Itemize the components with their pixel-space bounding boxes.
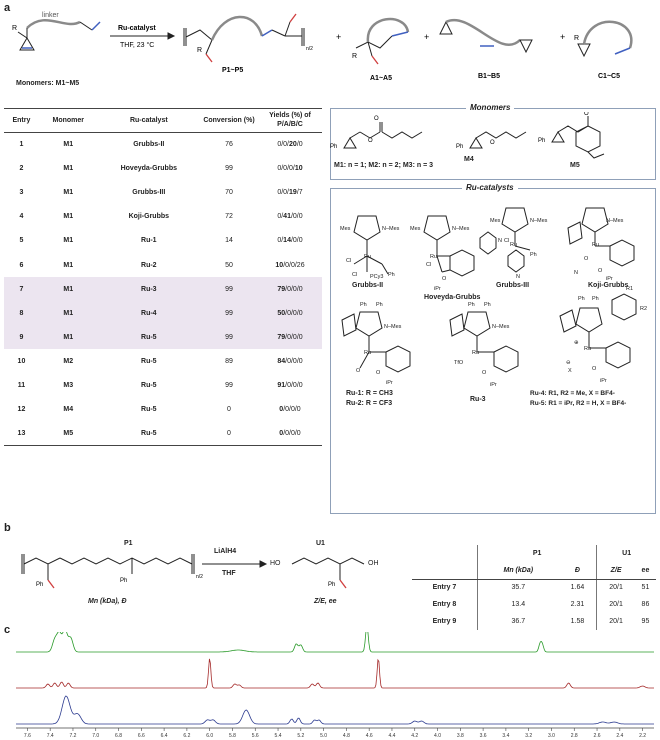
m4-label: M4: [464, 156, 474, 163]
svg-text:R: R: [574, 35, 580, 42]
table-row: [412, 596, 656, 613]
cell-entry: 10: [17, 357, 26, 365]
table-row: [4, 205, 322, 229]
yield-part: 20: [289, 141, 297, 149]
nmr-tick-label: 6.8: [115, 733, 123, 739]
cell-d: 2.31: [570, 601, 585, 608]
svg-text:n/2: n/2: [196, 574, 203, 580]
nmr-spectra: [0, 632, 660, 740]
yield-part: 50: [277, 309, 286, 317]
row-label: Entry 8: [432, 601, 457, 608]
cell-yields: [258, 133, 322, 157]
cell-ee: 95: [641, 618, 650, 625]
svg-text:+: +: [336, 32, 342, 42]
scheme-b-reagent2: THF: [222, 570, 236, 577]
panel-label-a: a: [4, 2, 11, 14]
cell-monomer: M5: [39, 422, 98, 446]
yield-part: /0/0/26: [283, 261, 305, 269]
nmr-tick-label: 7.4: [46, 733, 54, 739]
nmr-tick-label: 2.2: [639, 733, 647, 739]
nmr-tick-label: 5.8: [228, 733, 236, 739]
scheme-b-product-sub: Z/E, ee: [314, 598, 337, 605]
cell-yields: [258, 398, 322, 422]
cell-conversion: 14: [225, 237, 233, 245]
svg-text:Ru: Ru: [584, 346, 592, 352]
nmr-tick-label: 6.4: [160, 733, 168, 739]
svg-text:Ph: Ph: [578, 296, 585, 302]
yield-part: 0/0/0/: [277, 165, 295, 173]
svg-text:Ph: Ph: [468, 302, 475, 308]
m1-m3-caption: M1: n = 1; M2: n = 2; M3: n = 3: [334, 162, 433, 169]
cell-monomer: M1: [39, 277, 98, 301]
svg-text:Ph: Ph: [592, 296, 599, 302]
svg-text:Ph: Ph: [484, 302, 491, 308]
yield-part: /0/0/0: [285, 357, 303, 365]
yield-part: /0/0/0: [285, 309, 303, 317]
row-label: Entry 7: [432, 584, 457, 592]
cell-yields: [258, 181, 322, 205]
cell-catalyst: Grubbs-III: [132, 189, 166, 197]
nmr-trace-A1: [16, 659, 654, 688]
subheader-d: Đ: [559, 562, 597, 579]
svg-text:iPr: iPr: [490, 382, 497, 388]
table-row: [412, 579, 656, 596]
polymer-properties-table: [412, 545, 656, 630]
svg-text:N–Mes: N–Mes: [452, 226, 470, 232]
svg-text:Ph: Ph: [456, 144, 464, 150]
yield-part: /0/0: [290, 213, 303, 221]
scheme-b-product-label: U1: [316, 540, 325, 547]
col-monomer: Monomer: [39, 109, 98, 133]
catalyst-name-ru3: Ru-3: [470, 396, 486, 403]
monomer-structures: [330, 112, 656, 162]
row-label: Entry 9: [432, 618, 457, 625]
col-yields: Yields (%) of P/A/B/C: [258, 109, 322, 133]
cell-catalyst: Grubbs-II: [133, 141, 165, 149]
table-row: [4, 277, 322, 301]
catalyst-ru1-caption: Ru-1: R = CH3: [346, 390, 393, 397]
cell-entry: 6: [19, 261, 24, 269]
svg-text:Ph: Ph: [530, 252, 537, 258]
svg-text:n/2: n/2: [306, 46, 313, 52]
cell-yields: [258, 277, 322, 301]
yield-part: 0: [279, 429, 284, 437]
cell-conversion: 99: [200, 301, 258, 325]
svg-text:R: R: [197, 47, 203, 54]
nmr-tick-label: 5.0: [320, 733, 328, 739]
svg-text:Ru: Ru: [430, 254, 438, 260]
nmr-tick-label: 4.8: [342, 733, 350, 739]
nmr-tick-label: 4.0: [434, 733, 442, 739]
catalyst-name-koji-grubbs: Koji-Grubbs: [588, 282, 629, 289]
catalyst-ru4-caption: Ru-4: R1, R2 = Me, X = BF4-: [530, 390, 615, 397]
yield-part: 91: [277, 381, 286, 389]
nmr-tick-label: 5.4: [274, 733, 282, 739]
svg-text:B1~B5: B1~B5: [478, 73, 500, 80]
yield-part: 41: [283, 213, 291, 221]
cell-yields: [258, 301, 322, 325]
svg-text:+: +: [560, 32, 566, 42]
cell-monomer: M1: [39, 301, 98, 325]
subheader-ee: ee: [635, 562, 656, 579]
svg-text:iPr: iPr: [386, 380, 393, 386]
table-row: [4, 349, 322, 373]
cell-monomer: M1: [63, 237, 74, 245]
svg-text:THF, 23 °C: THF, 23 °C: [120, 42, 155, 49]
cell-ze: 20/1: [597, 579, 635, 596]
cell-monomer: M4: [63, 406, 74, 414]
table-header-row: [4, 109, 322, 133]
svg-text:O: O: [368, 138, 373, 144]
scheme-b-reagent1: LiAlH4: [214, 548, 237, 555]
svg-text:Ph: Ph: [328, 582, 336, 588]
nmr-tick-label: 7.2: [69, 733, 77, 739]
group-header-u1: U1: [597, 545, 656, 562]
yield-part: 0: [279, 406, 284, 414]
cell-monomer: M1: [63, 261, 74, 269]
svg-text:Ru: Ru: [472, 350, 480, 356]
table-row: [4, 133, 322, 157]
yield-part: 0/0/: [277, 189, 290, 197]
cell-monomer: M1: [39, 325, 98, 349]
catalysts-title: Ru-catalysts: [462, 183, 518, 192]
svg-text:Ph: Ph: [120, 578, 128, 584]
scheme-b-ho: HO: [270, 560, 281, 567]
svg-text:Cl: Cl: [426, 262, 432, 268]
svg-text:O: O: [356, 368, 361, 374]
svg-text:Ph: Ph: [360, 302, 367, 308]
svg-text:Cl: Cl: [504, 238, 510, 244]
cell-yields: [258, 205, 322, 229]
nmr-tick-label: 2.4: [616, 733, 624, 739]
cell-entry: 3: [19, 189, 24, 197]
svg-text:C1~C5: C1~C5: [598, 73, 620, 80]
nmr-tick-label: 3.8: [456, 733, 464, 739]
cell-ee: 86: [641, 601, 650, 608]
nmr-trace-P1: [16, 696, 654, 724]
cell-entry: 2: [19, 165, 24, 173]
cell-catalyst: Ru-1: [141, 237, 157, 245]
cell-conversion: 0: [227, 406, 231, 414]
nmr-tick-label: 4.2: [411, 733, 419, 739]
cell-mn: 36.7: [477, 613, 558, 630]
yield-part: 19: [289, 189, 297, 197]
svg-text:R: R: [352, 53, 358, 60]
catalyst-name-grubbs-iii: Grubbs-III: [496, 282, 530, 289]
table-row: [412, 613, 656, 630]
svg-text:Mes: Mes: [490, 218, 501, 224]
svg-text:O: O: [490, 140, 495, 146]
svg-text:O: O: [592, 366, 597, 372]
cell-yields: [258, 325, 322, 349]
cell-mn: 13.4: [477, 596, 558, 613]
panel-label-b: b: [4, 522, 11, 534]
catalyst-screening-table: [4, 108, 322, 446]
cell-conversion: 99: [200, 325, 258, 349]
cell-catalyst: Ru-5: [141, 381, 157, 389]
svg-text:N: N: [516, 274, 520, 280]
yield-part: 0/: [277, 213, 284, 221]
svg-text:N–Mes: N–Mes: [384, 324, 402, 330]
yield-part: /0/0/0: [285, 285, 303, 293]
svg-text:N–Mes: N–Mes: [492, 324, 510, 330]
yield-part: 79: [277, 333, 286, 341]
yield-part: /0/0/0: [283, 429, 301, 437]
svg-text:N–Mes: N–Mes: [606, 218, 624, 224]
cell-ee: 51: [641, 584, 650, 592]
panel-label-c: c: [4, 624, 11, 636]
svg-text:N–Mes: N–Mes: [382, 226, 400, 232]
nmr-tick-label: 4.4: [388, 733, 396, 739]
cell-conversion: 0: [200, 422, 258, 446]
svg-text:O: O: [598, 268, 603, 274]
nmr-tick-label: 3.6: [479, 733, 487, 739]
cell-conversion: 76: [225, 141, 233, 149]
cell-catalyst: Ru-5: [141, 406, 157, 414]
svg-text:linker: linker: [42, 12, 59, 19]
yield-part: 79: [277, 285, 286, 293]
col-entry: Entry: [4, 109, 39, 133]
svg-text:N: N: [574, 270, 578, 276]
svg-text:R1: R1: [626, 286, 634, 292]
nmr-tick-label: 3.2: [525, 733, 533, 739]
svg-text:Ru: Ru: [364, 350, 372, 356]
col-conversion: Conversion (%): [200, 109, 258, 133]
table-row: [4, 301, 322, 325]
table-row: [4, 181, 322, 205]
svg-text:Ru: Ru: [364, 254, 372, 260]
nmr-tick-label: 2.8: [570, 733, 578, 739]
scheme-b-oh: OH: [368, 560, 379, 567]
cell-ze: 20/1: [597, 613, 635, 630]
yield-part: /0/0/0: [285, 333, 303, 341]
svg-text:Ph: Ph: [330, 144, 338, 150]
nmr-tick-label: 4.6: [365, 733, 373, 739]
cell-catalyst: Ru-5: [98, 325, 200, 349]
table-row: [4, 398, 322, 422]
cell-mn: 35.7: [477, 579, 558, 596]
cell-catalyst: Ru-4: [98, 301, 200, 325]
yield-part: /7: [296, 189, 303, 197]
svg-text:X: X: [568, 368, 572, 374]
cell-catalyst: Hoveyda-Grubbs: [120, 165, 177, 173]
svg-text:Mes: Mes: [340, 226, 351, 232]
yield-part: 0/0/: [277, 141, 290, 149]
monomers-title: Monomers: [466, 103, 514, 112]
catalyst-name-hoveyda-grubbs: Hoveyda-Grubbs: [424, 294, 481, 301]
cell-conversion: 99: [225, 381, 233, 389]
catalyst-name-grubbs-ii: Grubbs-II: [352, 282, 384, 289]
cell-entry: 8: [4, 301, 39, 325]
svg-text:⊖: ⊖: [566, 360, 571, 366]
cell-conversion: 72: [225, 213, 233, 221]
svg-text:P1~P5: P1~P5: [222, 67, 244, 74]
table-row: [4, 157, 322, 181]
svg-text:Cl: Cl: [352, 272, 358, 278]
cell-monomer: M1: [63, 165, 74, 173]
cell-conversion: 70: [225, 189, 233, 197]
cell-entry: 5: [19, 237, 24, 245]
subheader-mn: Mn (kDa): [477, 562, 558, 579]
scheme-b-drawing: [0, 530, 410, 620]
yield-part: 14: [283, 237, 291, 245]
yield-part: /0/0/0: [283, 406, 301, 414]
nmr-tick-label: 6.6: [137, 733, 145, 739]
yield-part: /0/0: [290, 237, 303, 245]
svg-text:R: R: [12, 25, 18, 32]
catalyst-ru5-caption: Ru-5: R1 = iPr, R2 = H, X = BF4-: [530, 400, 627, 407]
svg-text:N–Mes: N–Mes: [530, 218, 548, 224]
nmr-tick-label: 3.4: [502, 733, 510, 739]
cell-entry: 12: [17, 406, 26, 414]
cell-conversion: 50: [225, 261, 233, 269]
nmr-tick-label: 5.2: [297, 733, 305, 739]
cell-entry: 13: [4, 422, 39, 446]
svg-text:Mes: Mes: [410, 226, 421, 232]
svg-text:Ph: Ph: [36, 582, 44, 588]
cell-yields: [258, 373, 322, 397]
yield-part: /0: [296, 141, 303, 149]
group-header-p1: P1: [477, 545, 596, 562]
nmr-tick-label: 6.2: [183, 733, 191, 739]
svg-text:Ru-catalyst: Ru-catalyst: [118, 25, 156, 32]
table-row: [4, 229, 322, 253]
cell-yields: [258, 422, 322, 446]
table-row: [4, 422, 322, 446]
m5-label: M5: [570, 162, 580, 169]
svg-text:+: +: [424, 32, 430, 42]
monomers-range-label: Monomers: M1~M5: [16, 80, 80, 87]
cell-ze: 20/1: [597, 596, 635, 613]
svg-text:iPr: iPr: [606, 276, 613, 282]
yield-part: 0/: [277, 237, 284, 245]
svg-text:Ph: Ph: [376, 302, 383, 308]
yield-part: 10: [275, 261, 284, 269]
nmr-tick-label: 3.0: [547, 733, 555, 739]
table-row: [4, 253, 322, 277]
cell-entry: 7: [4, 277, 39, 301]
svg-text:O: O: [374, 116, 379, 122]
scheme-b-reactant-sub: Mn (kDa), Đ: [88, 598, 127, 605]
svg-text:TfO: TfO: [454, 360, 464, 366]
cell-entry: 9: [4, 325, 39, 349]
cell-catalyst: Koji-Grubbs: [128, 213, 170, 221]
cell-catalyst: Ru-3: [98, 277, 200, 301]
svg-text:O: O: [584, 112, 589, 117]
col-catalyst: Ru-catalyst: [98, 109, 200, 133]
nmr-tick-label: 7.6: [23, 733, 31, 739]
yield-part: 10: [294, 165, 303, 173]
catalyst-structures: [330, 194, 656, 514]
cell-yields: [258, 229, 322, 253]
cell-catalyst: Ru-5: [141, 357, 157, 365]
nmr-tick-label: 2.6: [593, 733, 601, 739]
cell-monomer: M1: [63, 213, 74, 221]
nmr-tick-label: 5.6: [251, 733, 259, 739]
svg-text:N: N: [498, 238, 502, 244]
cell-monomer: M2: [63, 357, 74, 365]
cell-catalyst: Ru-2: [141, 261, 157, 269]
cell-monomer: M1: [63, 141, 74, 149]
svg-text:Ph: Ph: [538, 138, 546, 144]
cell-yields: [258, 349, 322, 373]
nmr-tick-label: 6.0: [206, 733, 214, 739]
svg-text:O: O: [442, 276, 447, 282]
svg-text:A1~A5: A1~A5: [370, 75, 392, 82]
cell-d: 1.58: [570, 618, 585, 625]
cell-conversion: 99: [225, 165, 233, 173]
nmr-trace-M1: [16, 632, 654, 652]
svg-text:Cl: Cl: [346, 258, 352, 264]
svg-text:Ru: Ru: [510, 242, 518, 248]
svg-text:⊕: ⊕: [574, 340, 579, 346]
scheme-b-reactant-label: P1: [124, 540, 133, 547]
subheader-ze: Z/E: [597, 562, 635, 579]
yield-part: /0/0/0: [285, 381, 303, 389]
cell-conversion: 89: [225, 357, 233, 365]
table-b-subheader-row: [412, 562, 656, 579]
svg-text:iPr: iPr: [600, 378, 607, 384]
cell-yields: [258, 157, 322, 181]
table-row: [4, 325, 322, 349]
cell-monomer: M1: [63, 189, 74, 197]
cell-catalyst: Ru-5: [98, 422, 200, 446]
nmr-tick-label: 7.0: [92, 733, 100, 739]
cell-entry: 11: [17, 381, 26, 389]
svg-text:O: O: [584, 256, 589, 262]
svg-text:Ph: Ph: [388, 272, 395, 278]
svg-text:iPr: iPr: [434, 286, 441, 292]
cell-monomer: M3: [63, 381, 74, 389]
table-row: [4, 373, 322, 397]
svg-text:PCy3: PCy3: [370, 274, 384, 280]
svg-text:O: O: [482, 370, 487, 376]
yield-part: 84: [277, 357, 286, 365]
svg-text:R2: R2: [640, 306, 648, 312]
cell-entry: 1: [19, 141, 24, 149]
scheme-a-drawing: [0, 0, 660, 100]
cell-entry: 4: [19, 213, 24, 221]
svg-text:O: O: [376, 370, 381, 376]
svg-text:Ru: Ru: [592, 242, 600, 248]
catalyst-ru2-caption: Ru-2: R = CF3: [346, 400, 393, 407]
table-b-group-row: [412, 545, 656, 562]
cell-yields: [258, 253, 322, 277]
cell-d: 1.64: [570, 584, 585, 592]
cell-conversion: 99: [200, 277, 258, 301]
